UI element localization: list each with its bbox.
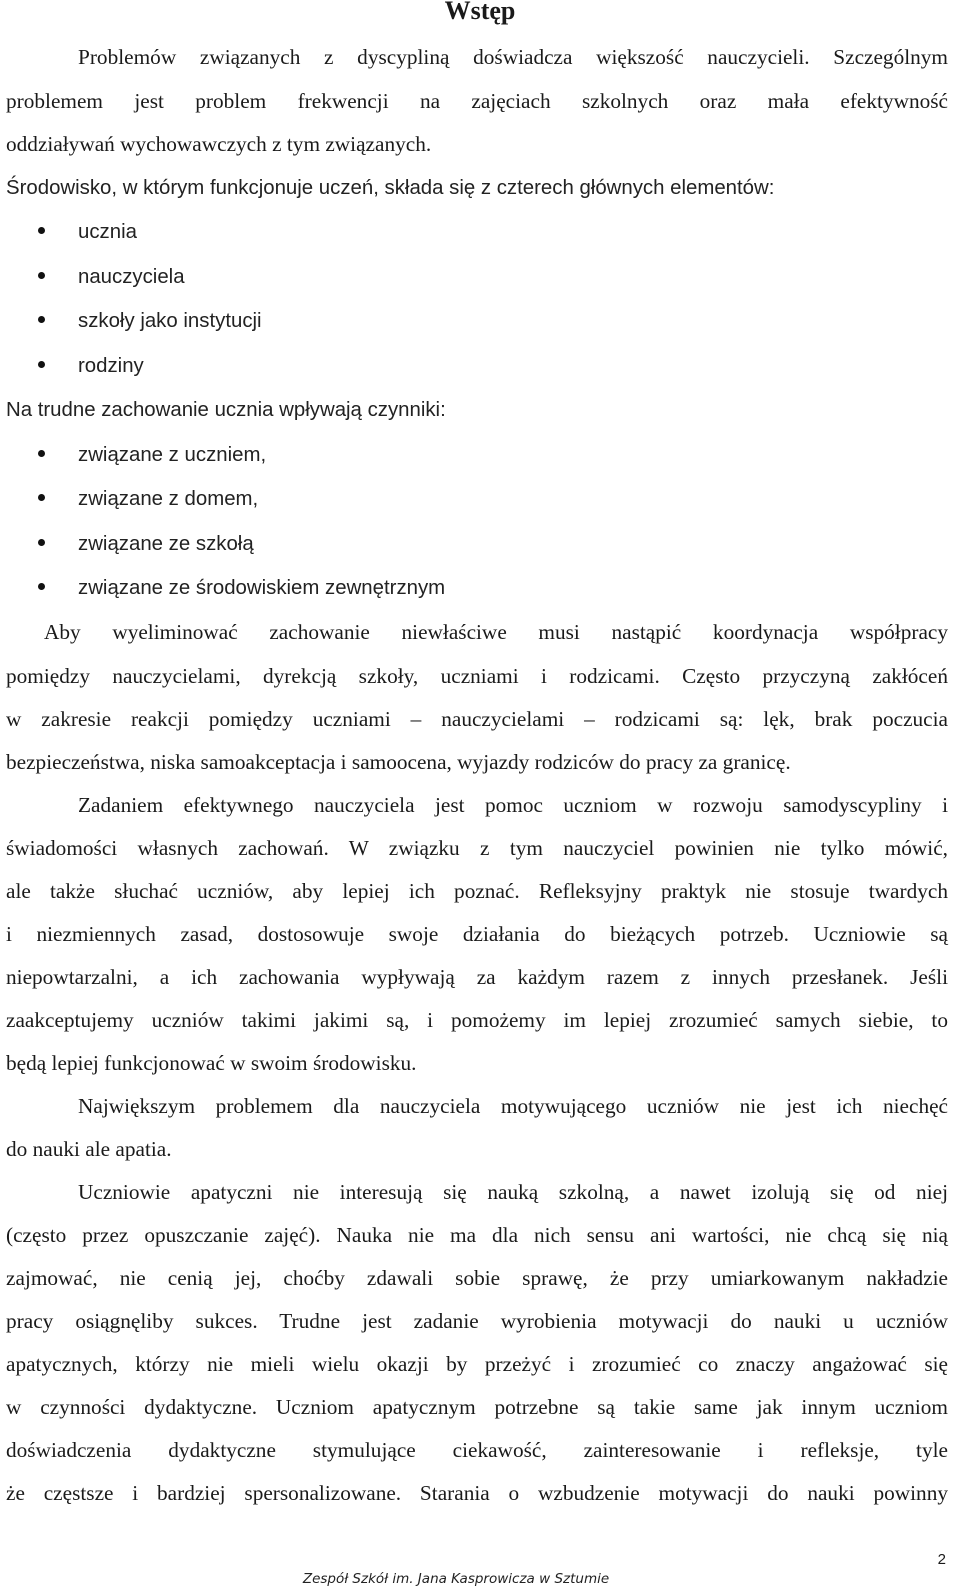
paragraph-line: Największym problemem dla nauczyciela motywującego uczniów nie jest ich niechęć	[78, 1094, 948, 1118]
list-item-label: ucznia	[78, 221, 137, 243]
bullet-icon	[38, 450, 45, 457]
paragraph-line: Uczniowie apatyczni nie interesują się nauką szkolną, a nawet izolują się od niej	[78, 1180, 948, 1204]
paragraph-line: w czynności dydaktyczne. Uczniom apatycznym potrzebne są takie same jak innym uczniom	[6, 1395, 948, 1419]
paragraph-line: pomiędzy nauczycielami, dyrekcją szkoły, uczniami i rodzicami. Często przyczyną zakłóceń	[6, 664, 948, 688]
paragraph-line: że częstsze i bardziej spersonalizowane. Starania o wzbudzenie motywacji do nauki powinny	[6, 1481, 948, 1505]
bullet-icon	[38, 316, 45, 323]
paragraph-line: Na trudne zachowanie ucznia wpływają czynniki:	[6, 399, 446, 421]
list-item	[38, 306, 262, 336]
paragraph-line: świadomości własnych zachowań. W związku z tym nauczyciel powinien nie tylko mówić,	[6, 836, 948, 860]
list-item-label: rodziny	[78, 355, 144, 377]
paragraph-line: apatycznych, którzy nie mieli wielu okazji by przeżyć i zrozumieć co znaczy angażować się	[6, 1352, 948, 1376]
list-item	[38, 262, 185, 292]
list-item-label: związane ze środowiskiem zewnętrznym	[78, 577, 446, 599]
paragraph-line: zajmować, nie cenią jej, choćby zdawali sobie sprawę, że przy umiarkowanym nakładzie	[6, 1266, 948, 1290]
paragraph-line: ale także słuchać uczniów, aby lepiej ich poznać. Refleksyjny praktyk nie stosuje twardych	[6, 879, 948, 903]
list-item	[38, 440, 266, 470]
paragraph-line: problemem jest problem frekwencji na zajęciach szkolnych oraz mała efektywność	[6, 89, 948, 113]
paragraph-line: Aby wyeliminować zachowanie niewłaściwe musi nastąpić koordynacja współpracy	[44, 620, 948, 644]
list-item-label: związane z uczniem,	[78, 444, 267, 466]
paragraph-line: i niezmiennych zasad, dostosowuje swoje działania do bieżących potrzeb. Uczniowie są	[6, 922, 948, 946]
list-item-label: związane z domem,	[78, 488, 259, 510]
bullet-icon	[38, 227, 45, 234]
page-footer: Zespół Szkół im. Jana Kasprowicza w Sztumie	[302, 1571, 610, 1587]
paragraph-line: Środowisko, w którym funkcjonuje uczeń, składa się z czterech głównych elementów:	[6, 177, 775, 199]
list-item	[38, 351, 144, 381]
page-title: Wstęp	[444, 0, 516, 25]
paragraph-line: niepowtarzalni, a ich zachowania wypływają za każdym razem z innych przesłanek. Jeśli	[6, 965, 948, 989]
page-number: 2	[937, 1551, 946, 1568]
list-item	[38, 573, 445, 603]
list-item-label: szkoły jako instytucji	[78, 310, 262, 332]
paragraph-line: w zakresie reakcji pomiędzy uczniami – nauczycielami – rodzicami są: lęk, brak poczucia	[6, 707, 948, 731]
paragraph-line: zaakceptujemy uczniów takimi jakimi są, i pomożemy im lepiej zrozumieć samych siebie, to	[6, 1008, 948, 1032]
bullet-icon	[38, 272, 45, 279]
paragraph-line: będą lepiej funkcjonować w swoim środowisku.	[6, 1051, 417, 1075]
list-item	[38, 217, 137, 247]
bullet-icon	[38, 539, 45, 546]
list-item-label: nauczyciela	[78, 266, 185, 288]
list-item	[38, 529, 254, 559]
paragraph-line: Zadaniem efektywnego nauczyciela jest pomoc uczniom w rozwoju samodyscypliny i	[78, 793, 948, 817]
paragraph-line: bezpieczeństwa, niska samoakceptacja i samoocena, wyjazdy rodziców do pracy za granicę.	[6, 750, 791, 774]
bullet-icon	[38, 583, 45, 590]
paragraph-line: pracy osiągnęliby sukces. Trudne jest zadanie wyrobienia motywacji do nauki u uczniów	[6, 1309, 948, 1333]
bullet-icon	[38, 361, 45, 368]
bullet-icon	[38, 494, 45, 501]
paragraph-line: oddziaływań wychowawczych z tym związanych.	[6, 132, 432, 156]
list-item	[38, 484, 258, 514]
paragraph-line: doświadczenia dydaktyczne stymulujące ciekawość, zainteresowanie i refleksje, tyle	[6, 1438, 948, 1462]
paragraph-line: Problemów związanych z dyscypliną doświadcza większość nauczycieli. Szczególnym	[78, 45, 948, 69]
paragraph-line: (często przez opuszczanie zajęć). Nauka nie ma dla nich sensu ani wartości, nie chcą się nią	[6, 1223, 948, 1247]
paragraph-line: do nauki ale apatia.	[6, 1137, 172, 1161]
list-item-label: związane ze szkołą	[78, 533, 254, 555]
